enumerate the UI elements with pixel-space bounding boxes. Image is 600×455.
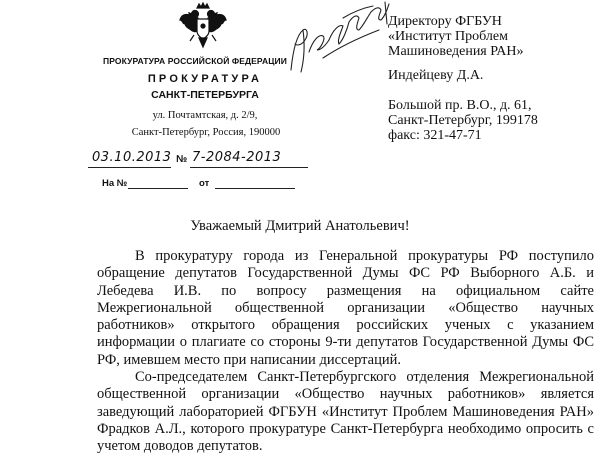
salutation: Уважаемый Дмитрий Анатольевич! xyxy=(190,218,410,234)
date-underline xyxy=(88,167,171,168)
letterhead-address-line1: ул. Почтамтская, д. 2/9, xyxy=(152,110,258,121)
registration-date: 03.10.2013 xyxy=(92,150,172,165)
paragraph-2: Со-председателем Санкт-Петербургского отделения Межрегиональной общественной организации «Общество научных работников» является заведующий лабораторией ФГБУН «Институт Проблем Машиноведения РАН» Фрадков А.Л., которого прокуратуре Санкт-Петербурга необходимо опросить с учетом доводов депутатов. xyxy=(97,369,594,455)
letterhead-title: ПРОКУРАТУРА xyxy=(147,73,263,85)
coat-of-arms-icon xyxy=(178,2,228,50)
registration-number: 7-2084-2013 xyxy=(192,150,282,165)
from-label: от xyxy=(199,178,210,189)
reply-to-underline xyxy=(128,188,188,189)
recipient-line3: Машиноведения РАН» xyxy=(388,44,524,59)
recipient-address1: Большой пр. В.О., д. 61, xyxy=(388,98,532,113)
recipient-address2: Санкт-Петербург, 199178 xyxy=(388,113,538,128)
letterhead-department: ПРОКУРАТУРА РОССИЙСКОЙ ФЕДЕРАЦИИ xyxy=(103,56,287,66)
recipient-name: Индейцеву Д.А. xyxy=(388,68,484,83)
letterhead-address-line2: Санкт-Петербург, Россия, 190000 xyxy=(131,127,281,138)
paragraph-1: В прокуратуру города из Генеральной прокуратуры РФ поступило обращение депутатов Государственной Думы ФС РФ Выборного А.Б. и Лебедева И.В. по вопросу размещения на официальном сайте Межрегиональной общественной организации «Общество научных работников» открытого обращения российских ученых с указанием информации о плагиате со стороны 9-ти депутатов Государственной Думы ФС РФ, имевшем место при написании диссертаций. xyxy=(97,248,594,368)
reply-to-label: На № xyxy=(102,178,128,189)
handwritten-signature-icon xyxy=(283,0,395,82)
from-underline xyxy=(215,188,295,189)
recipient-fax: факс: 321-47-71 xyxy=(388,128,482,143)
recipient-line2: «Институт Проблем xyxy=(388,29,508,44)
recipient-line1: Директору ФГБУН xyxy=(388,14,502,29)
letterhead-city: САНКТ-ПЕТЕРБУРГА xyxy=(151,89,259,101)
number-sign: № xyxy=(176,154,188,165)
number-underline xyxy=(190,167,308,168)
